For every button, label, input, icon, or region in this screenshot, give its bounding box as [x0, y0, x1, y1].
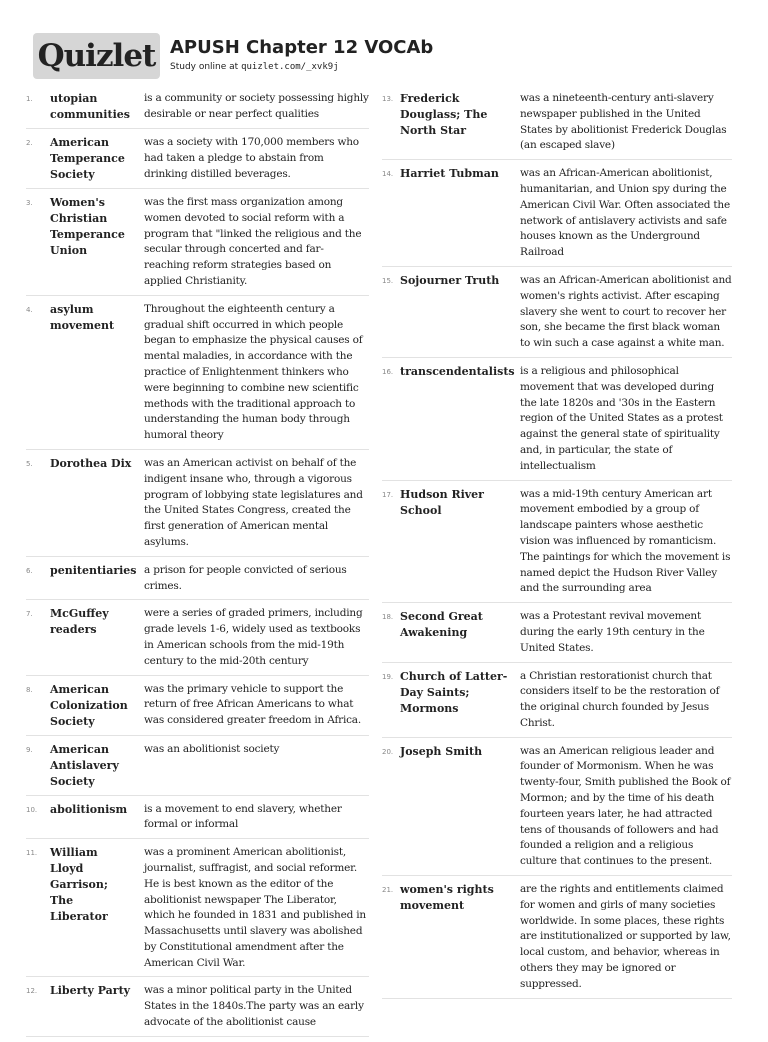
header — [33, 33, 733, 79]
vocab-definition: was an African-American abolitionist and women's rights activist. After escaping slavery she went to court to recover her son, she became the first black woman to win such a case against a white man. — [520, 273, 732, 350]
vocab-item — [26, 90, 369, 129]
vocab-item — [26, 982, 369, 1036]
vocab-item — [26, 605, 369, 675]
right-column — [382, 90, 732, 1004]
vocab-definition: a prison for people convicted of serious crimes. — [144, 563, 347, 592]
vocab-definition: was an American religious leader and founder of Mormonism. When he was twenty-four, Smith published the Book of Mormon; and by the time of his death fourteen years later, he had attracted tens of thousands of followers and had founded a religion and a religious culture that continues to the present. — [520, 744, 731, 868]
vocab-term: Liberty Party — [50, 984, 131, 998]
vocab-item — [382, 363, 732, 481]
vocab-definition: were a series of graded primers, including grade levels 1-6, widely used as textbooks in American schools from the mid-19th century to the mid-20th century — [144, 607, 363, 667]
vocab-definition: is a movement to end slavery, whether formal or informal — [144, 802, 342, 831]
quizlet-logo[interactable]: Quizlet — [33, 33, 160, 79]
page-title: APUSH Chapter 12 VOCAb — [170, 37, 434, 58]
item-number: 17. — [382, 490, 394, 499]
item-number: 8. — [26, 685, 33, 694]
item-number: 21. — [382, 886, 394, 895]
vocab-definition: was the primary vehicle to support the return of free African Americans to what was considered greater freedom in Africa. — [144, 682, 361, 727]
vocab-term: Frederick Douglass; The North Star — [400, 92, 488, 137]
vocab-item — [26, 194, 369, 296]
vocab-term: asylum movement — [50, 302, 115, 332]
vocab-term: Joseph Smith — [400, 744, 483, 758]
vocab-term: Women's Christian Temperance Union — [50, 196, 125, 257]
item-number: 5. — [26, 459, 33, 468]
item-number: 15. — [382, 276, 394, 285]
vocab-definition: was an American activist on behalf of the indigent insane who, through a vigorous program of lobbying state legislatures and the United States Congress, created the first generation of American mental asylums. — [144, 456, 363, 548]
vocab-definition: was an African-American abolitionist, humanitarian, and Union spy during the American Civil War. Often associated the network of antislavery activists and safe houses known as the Underground Railroad — [520, 167, 731, 259]
vocab-term: penitentiaries — [50, 563, 137, 577]
vocab-item — [382, 881, 732, 999]
vocab-definition: is a religious and philosophical movement that was developed during the late 1820s and '30s in the Eastern region of the United States as a protest against the general state of spirituality and, in particular, the state of intellectualism — [520, 364, 723, 472]
vocab-definition: was a society with 170,000 members who had taken a pledge to abstain from drinking distilled beverages. — [144, 136, 359, 180]
vocab-item — [382, 668, 732, 738]
vocab-definition: was a nineteenth-century anti-slavery newspaper published in the United States by abolitionist Frederick Douglas (an escaped slave) — [520, 92, 727, 152]
item-number: 6. — [26, 566, 33, 575]
vocab-item — [26, 741, 369, 796]
item-number: 18. — [382, 613, 394, 622]
vocab-item — [26, 562, 369, 601]
vocab-definition: Throughout the eighteenth century a gradual shift occurred in which people began to emphasize the physical causes of mental maladies, in accordance with the practice of Enlightenment thinkers who were beginning to combine new scientific methods with the traditional approach to understanding the human body through humoral theory — [144, 302, 363, 442]
vocab-definition: a Christian restorationist church that considers itself to be the restoration of the original church founded by Jesus Christ. — [520, 669, 720, 729]
item-number: 9. — [26, 745, 33, 754]
item-number: 7. — [26, 610, 33, 619]
vocab-item — [382, 272, 732, 358]
study-online-link[interactable]: quizlet.com/_xvk9j — [241, 62, 339, 72]
item-number: 4. — [26, 305, 33, 314]
item-number: 13. — [382, 95, 394, 103]
vocab-term: utopian communities — [50, 92, 130, 121]
vocab-term: Church of Latter-Day Saints; Mormons — [400, 669, 508, 715]
vocab-term: American Antislavery Society — [50, 742, 119, 788]
vocab-item — [382, 165, 732, 267]
vocab-definition: was a Protestant revival movement during the early 19th century in the United States. — [520, 610, 705, 654]
vocab-definition: was an abolitionist society — [144, 742, 280, 755]
study-online-text — [170, 62, 339, 72]
vocab-term: women's rights movement — [400, 883, 494, 913]
vocab-term: McGuffey readers — [50, 607, 109, 637]
vocab-item — [26, 134, 369, 189]
subtitle-prefix: Study online at — [170, 62, 242, 72]
vocab-item — [26, 844, 369, 977]
item-number: 14. — [382, 170, 394, 179]
vocab-term: Sojourner Truth — [400, 273, 500, 287]
item-number: 10. — [26, 805, 38, 814]
item-number: 1. — [26, 95, 33, 103]
item-number: 11. — [26, 849, 38, 858]
vocab-definition: was a mid-19th century American art movement embodied by a group of landscape painters whose aesthetic vision was influenced by romanticism. The paintings for which the movement is named depict the Hudson River Valley and the surrounding area — [520, 487, 731, 595]
vocab-definition: is a community or society possessing highly desirable or near perfect qualities — [144, 92, 369, 120]
vocab-term: American Colonization Society — [50, 682, 128, 728]
vocab-term: abolitionism — [50, 802, 128, 816]
vocab-definition: was a prominent American abolitionist, journalist, suffragist, and social reformer. He is best known as the editor of the abolitionist newspaper The Liberator, which he founded in 1831 and published in Massachusetts until slavery was abolished by Constitutional amendment after the American Civil War. — [144, 846, 366, 969]
vocab-term: Dorothea Dix — [50, 456, 132, 470]
vocab-item — [382, 608, 732, 662]
item-number: 20. — [382, 747, 394, 756]
vocab-item — [26, 301, 369, 450]
vocab-term: Second Great Awakening — [400, 610, 483, 640]
item-number: 12. — [26, 987, 38, 996]
vocab-item — [382, 486, 732, 604]
item-number: 3. — [26, 199, 33, 207]
left-column — [26, 90, 369, 1042]
vocab-item — [26, 455, 369, 557]
vocab-term: Hudson River School — [400, 487, 484, 517]
vocab-item — [382, 743, 732, 876]
vocab-definition: was a minor political party in the United States in the 1840s.The party was an early advocate of the abolitionist cause — [144, 984, 364, 1029]
vocab-definition: are the rights and entitlements claimed for women and girls of many societies worldwide. In some places, these rights are institutionalized or supported by law, local custom, and behavior, whereas in others they may be ignored or suppressed. — [520, 883, 731, 990]
vocab-term: Harriet Tubman — [400, 167, 499, 181]
vocab-term: William Lloyd Garrison; The Liberator — [50, 846, 108, 924]
vocab-item — [382, 90, 732, 160]
vocab-term: American Temperance Society — [50, 136, 125, 181]
vocab-item — [26, 801, 369, 840]
item-number: 2. — [26, 139, 33, 147]
vocab-definition: was the first mass organization among women devoted to social reform with a program that "linked the religious and the secular through concerted and far-reaching reform strategies based on applied Christianity. — [144, 196, 362, 287]
item-number: 16. — [382, 367, 394, 376]
vocab-item — [26, 681, 369, 736]
item-number: 19. — [382, 672, 394, 681]
vocab-term: transcendentalists — [400, 364, 515, 378]
